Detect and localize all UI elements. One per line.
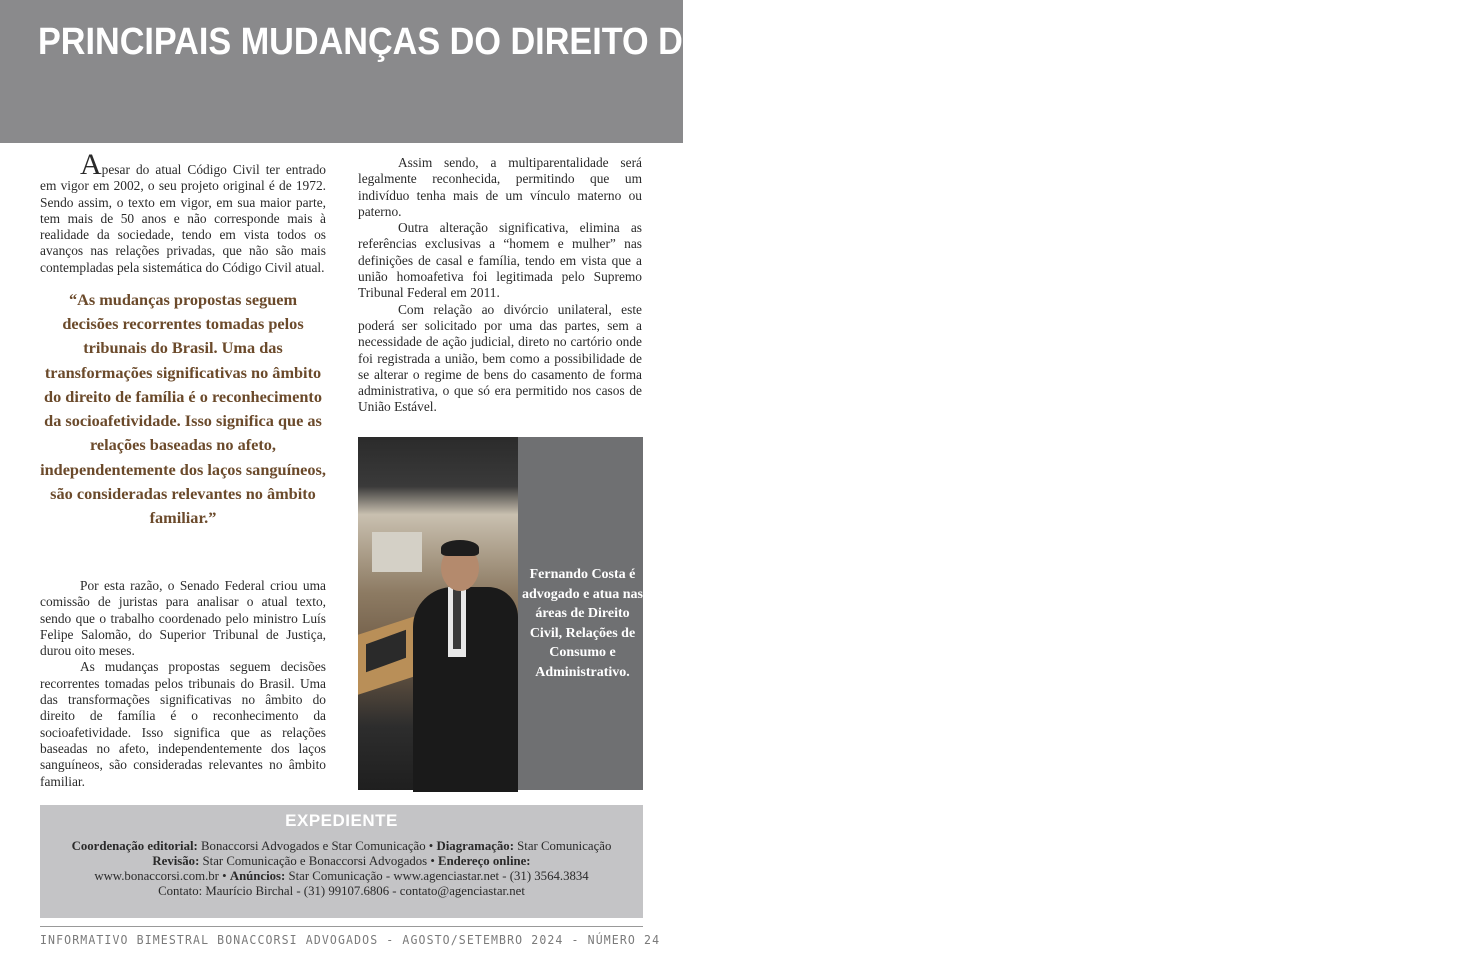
right-column	[358, 155, 642, 416]
pull-quote: “As mudanças propostas seguem decisões recorrentes tomadas pelos tribunais do Brasil. Uma das transformações significativas no âmbito do direito de família é o reconhecimento da socioafetividade. Isso significa que as relações baseadas no afeto, independentemente dos laços sanguíneos, são consideradas relevantes no âmbito familiar.”	[40, 290, 326, 527]
expediente-line-4: Contato: Maurício Birchal - (31) 99107.6806 - contato@agenciastar.net	[158, 884, 525, 898]
paragraph-multiparentalidade: Assim sendo, a multiparentalidade será legalmente reconhecida, permitindo que um indivíduo tenha mais de um vínculo materno ou paterno.	[358, 155, 642, 219]
site-link[interactable]: www.bonaccorsi.com.br •	[94, 869, 230, 883]
left-column	[40, 148, 326, 530]
author-photo	[358, 437, 518, 790]
rev-value: Star Comunicação e Bonaccorsi Advogados •	[199, 854, 439, 868]
rev-label: Revisão:	[152, 854, 200, 868]
expediente-line-1	[40, 839, 643, 854]
paragraph-homoafetiva: Outra alteração significativa, elimina as referências exclusivas a “homem e mulher” nas definições de casal e família, tendo em vista que a união homoafetiva foi legitimada pelo Supremo Tribunal Federal em 2011.	[358, 220, 642, 301]
endereco-label: Endereço online:	[438, 854, 531, 868]
anuncios-value: Star Comunicação - www.agenciastar.net - (31) 3564.3834	[285, 869, 589, 883]
diag-label: Diagramação:	[436, 839, 514, 853]
monitor-shape	[372, 532, 422, 572]
left-column-bottom	[40, 578, 326, 790]
paragraph-mudancas: As mudanças propostas seguem decisões recorrentes tomadas pelos tribunais do Brasil. Uma das transformações significativas no âmbito do direito de família é o reconhecimento da socioafetividade. Isso significa que as relações baseadas no afeto, independentemente dos laços sanguíneos, são consideradas relevantes no âmbito familiar.	[40, 659, 326, 789]
anuncios-label: Anúncios:	[229, 869, 286, 883]
coord-label: Coordenação editorial:	[71, 839, 198, 853]
expediente-line-2	[40, 854, 643, 869]
expediente-title: EXPEDIENTE	[285, 811, 398, 830]
intro-paragraph	[40, 148, 326, 276]
coord-value: Bonaccorsi Advogados e Star Comunicação •	[197, 839, 437, 853]
paragraph-divorcio: Com relação ao divórcio unilateral, este poderá ser solicitado por uma das partes, sem a necessidade de ação judicial, direto no cartório onde foi registrada a união, bem como a possibilidade de se alterar o regime de bens do casamento de forma administrativa, o que só era permitido nos casos de União Estável.	[358, 301, 642, 415]
expediente-line-3	[40, 869, 643, 884]
intro-text: pesar do atual Código Civil ter entrado em vigor em 2002, o seu projeto original é de 1972. Sendo assim, o texto em vigor, em sua maior parte, tem mais de 50 anos e não corresponde mais à realidade da sociedade, tendo em vista todos os avanços nas relações privadas, que não são mais contempladas pela sistemática do Código Civil atual.	[40, 162, 326, 275]
tie-shape	[453, 589, 461, 649]
footer-text: INFORMATIVO BIMESTRAL BONACCORSI ADVOGADOS - AGOSTO/SETEMBRO 2024 - NÚMERO 24	[40, 932, 661, 947]
diag-value: Star Comunicação	[513, 839, 612, 853]
person-hair-shape	[441, 540, 479, 556]
paragraph-senado: Por esta razão, o Senado Federal criou uma comissão de juristas para analisar o atual texto, sendo que o trabalho coordenado pelo ministro Luís Felipe Salomão, do Superior Tribunal de Justiça, durou oito meses.	[40, 578, 326, 659]
drop-cap: A	[80, 148, 102, 181]
page-title: PRINCIPAIS MUDANÇAS DO DIREITO DE FAMÍLIA COM A REFORMA DO CÓDIGO CIVIL	[38, 21, 1459, 63]
header-banner	[0, 0, 1459, 143]
author-box	[358, 437, 643, 790]
expediente-box	[40, 805, 643, 918]
author-caption: Fernando Costa é advogado e atua nas áreas de Direito Civil, Relações de Consumo e Administrativo.	[522, 567, 643, 680]
footer-divider	[40, 926, 643, 927]
